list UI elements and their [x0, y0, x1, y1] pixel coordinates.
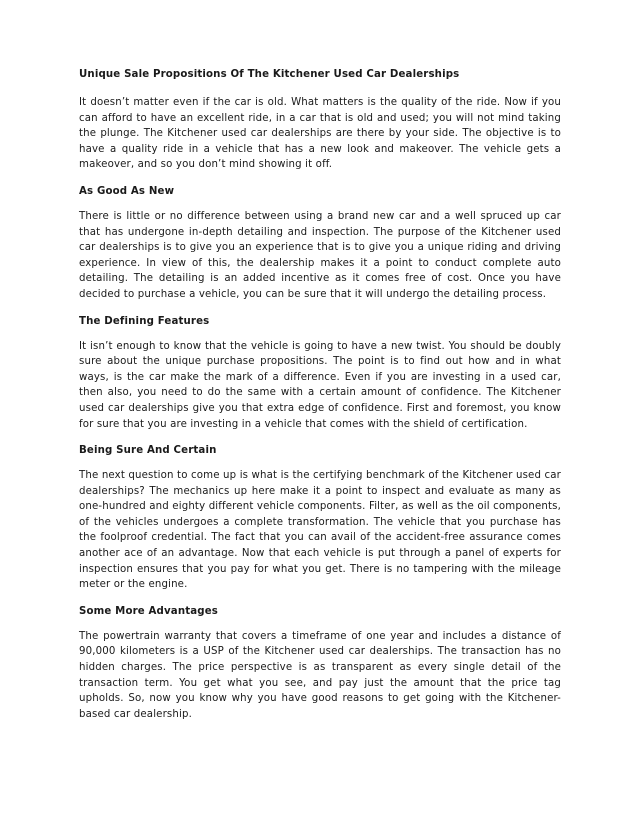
intro-paragraph: It doesn’t matter even if the car is old. What matters is the quality of the ride. Now if you can afford to have an excellent ride, in a car that is old and used; you will not mind taking the plunge. The Kitchener used car dealerships are there by your side. The objective is to have a quality ride in a vehicle that has a new look and makeover. The vehicle gets a makeover, and so you don’t mind showing it off. [79, 97, 561, 171]
section-heading-defining-features: The Defining Features [79, 315, 210, 327]
section-body-defining-features: It isn’t enough to know that the vehicle is going to have a new twist. You should be doubly sure about the unique purchase propositions. The point is to find out how and in what ways, is the car make the mark of a difference. Even if you are investing in a used car, then also, you need to do the same with a certain amount of confidence. The Kitchener used car dealerships give you that extra edge of confidence. First and foremost, you know for sure that you are investing in a vehicle that comes with the shield of certification. [79, 340, 561, 430]
section-body-as-good-as-new: There is little or no difference between using a brand new car and a well spruced up car that has undergone in-depth detailing and inspection. The purpose of the Kitchener used car dealerships is to give you an experience that is to give you a unique riding and driving experience. In view of this, the dealership makes it a point to conduct complete auto detailing. The detailing is an added incentive as it comes free of cost. Once you have decided to purchase a vehicle, you can be sure that it will undergo the detailing process. [79, 210, 561, 300]
section-body-being-sure: The next question to come up is what is the certifying benchmark of the Kitchener used car dealerships? The mechanics up here make it a point to inspect and evaluate as many as one-hundred and eighty different vehicle components. Filter, as well as the oil components, of the vehicles undergoes a complete transformation. The vehicle that you purchase has the foolproof credential. The fact that you can avail of the accident-free assurance comes another ace of an advantage. Now that each vehicle is put through a panel of experts for inspection ensures that you pay for what you get. There is no tampering with the mileage meter or the engine. [79, 470, 561, 591]
section-heading-more-advantages: Some More Advantages [79, 605, 218, 617]
section-heading-being-sure: Being Sure And Certain [79, 445, 217, 457]
document-title: Unique Sale Propositions Of The Kitchener Used Car Dealerships [79, 69, 460, 80]
document-page [79, 67, 561, 722]
section-body-more-advantages: The powertrain warranty that covers a timeframe of one year and includes a distance of 90,000 kilometers is a USP of the Kitchener used car dealerships. The transaction has no hidden charges. The price perspective is as transparent as every single detail of the transaction term. You get what you see, and pay just the amount that the price tag upholds. So, now you know why you have good reasons to get going with the Kitchener-based car dealership. [79, 630, 561, 720]
section-heading-as-good-as-new: As Good As New [79, 185, 175, 197]
